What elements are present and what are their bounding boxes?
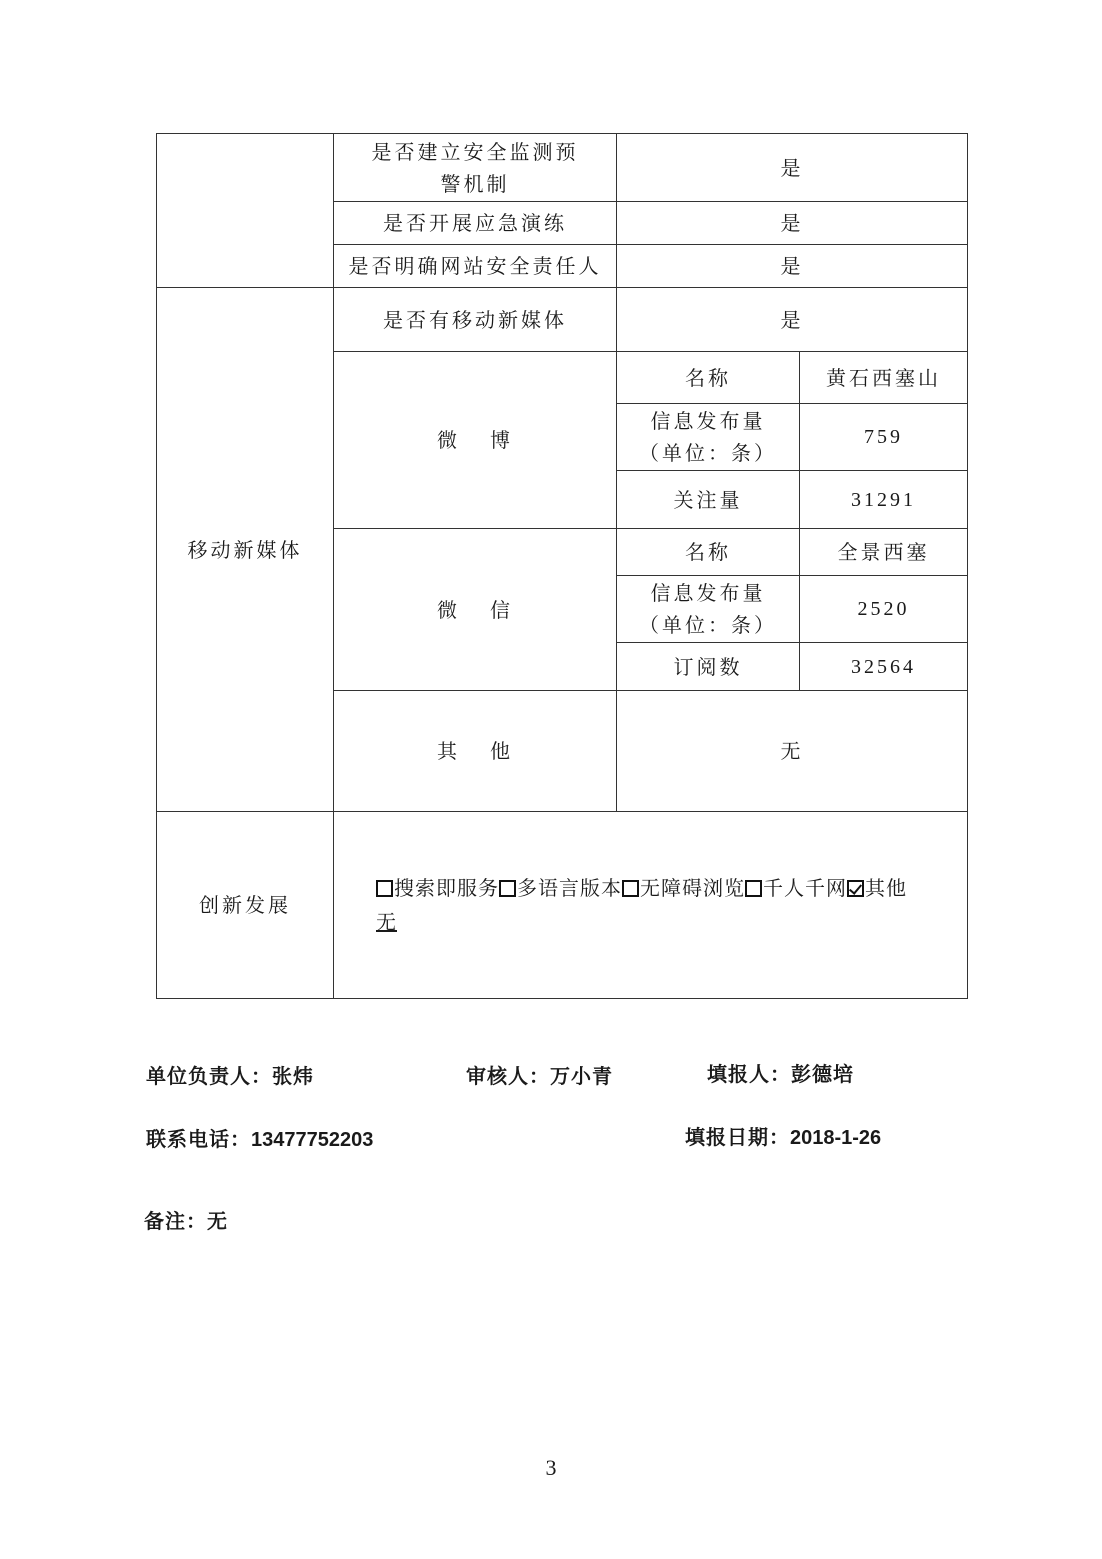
remark-value: 无 [207, 1209, 228, 1233]
innovation-other-value: 无 [376, 910, 397, 934]
wechat-name-label: 名称 [617, 529, 800, 576]
wechat-label [334, 529, 617, 691]
reviewer [466, 1060, 613, 1089]
wechat-name-value: 全景西塞 [800, 529, 968, 576]
weibo-name-label: 名称 [617, 352, 800, 404]
checkbox-accessibility[interactable] [622, 880, 639, 897]
phone-value: 13477752203 [251, 1129, 374, 1151]
option-label-search-service: 搜索即服务 [394, 876, 499, 900]
checkbox-search-service[interactable] [376, 880, 393, 897]
filler-label: 填报人： [707, 1062, 791, 1086]
has-media-label: 是否有移动新媒体 [334, 288, 617, 352]
fill-date-label: 填报日期： [685, 1125, 790, 1149]
option-label-personalized: 千人千网 [763, 876, 847, 900]
other-media-label [334, 691, 617, 812]
unit-head-value: 张炜 [272, 1064, 314, 1088]
other-label-char-2: 他 [490, 739, 513, 763]
weibo-posts-label: 信息发布量（单位：条） [617, 404, 800, 471]
filler [707, 1058, 854, 1087]
remark-label: 备注： [144, 1209, 207, 1233]
wechat-posts-label: 信息发布量（单位：条） [617, 576, 800, 643]
checkbox-other[interactable] [847, 880, 864, 897]
wechat-subscribers-value: 32564 [800, 643, 968, 691]
filler-value: 彭德培 [791, 1062, 854, 1086]
wechat-subscribers-label: 订阅数 [617, 643, 800, 691]
responsible-value: 是 [617, 245, 968, 288]
row-innovation [157, 812, 968, 999]
reviewer-value: 万小青 [550, 1064, 613, 1088]
weibo-label-char-1: 微 [437, 428, 460, 452]
has-media-value: 是 [617, 288, 968, 352]
remark [144, 1205, 228, 1234]
fill-date [685, 1121, 881, 1150]
innovation-section-label: 创新发展 [157, 812, 334, 999]
other-label-char-1: 其 [437, 739, 460, 763]
weibo-label [334, 352, 617, 529]
checkbox-multilingual[interactable] [499, 880, 516, 897]
row-monitoring [157, 134, 968, 202]
monitoring-value: 是 [617, 134, 968, 202]
responsible-label: 是否明确网站安全责任人 [334, 245, 617, 288]
other-media-value: 无 [617, 691, 968, 812]
unit-head [146, 1060, 314, 1089]
phone-label: 联系电话： [146, 1127, 251, 1151]
weibo-label-char-2: 博 [490, 428, 513, 452]
mobile-section-label: 移动新媒体 [157, 288, 334, 812]
innovation-options [376, 871, 959, 905]
weibo-name-value: 黄石西塞山 [800, 352, 968, 404]
drill-label: 是否开展应急演练 [334, 202, 617, 245]
option-label-other: 其他 [865, 876, 907, 900]
checkbox-personalized[interactable] [745, 880, 762, 897]
page-number: 3 [545, 1455, 557, 1480]
drill-value: 是 [617, 202, 968, 245]
phone [146, 1123, 373, 1152]
weibo-posts-value: 759 [800, 404, 968, 471]
weibo-followers-label: 关注量 [617, 471, 800, 529]
fill-date-value: 2018-1-26 [790, 1127, 882, 1149]
option-label-accessibility: 无障碍浏览 [640, 876, 745, 900]
unit-head-label: 单位负责人： [146, 1064, 272, 1088]
wechat-label-char-2: 信 [490, 597, 513, 622]
security-section-cell [157, 134, 334, 288]
report-table [156, 133, 968, 999]
monitoring-label: 是否建立安全监测预警机制 [334, 134, 617, 202]
weibo-followers-value: 31291 [800, 471, 968, 529]
innovation-options-cell [334, 812, 968, 999]
row-has-media [157, 288, 968, 352]
wechat-label-char-1: 微 [437, 597, 460, 622]
reviewer-label: 审核人： [466, 1064, 550, 1088]
wechat-posts-value: 2520 [800, 576, 968, 643]
option-label-multilingual: 多语言版本 [517, 876, 622, 900]
